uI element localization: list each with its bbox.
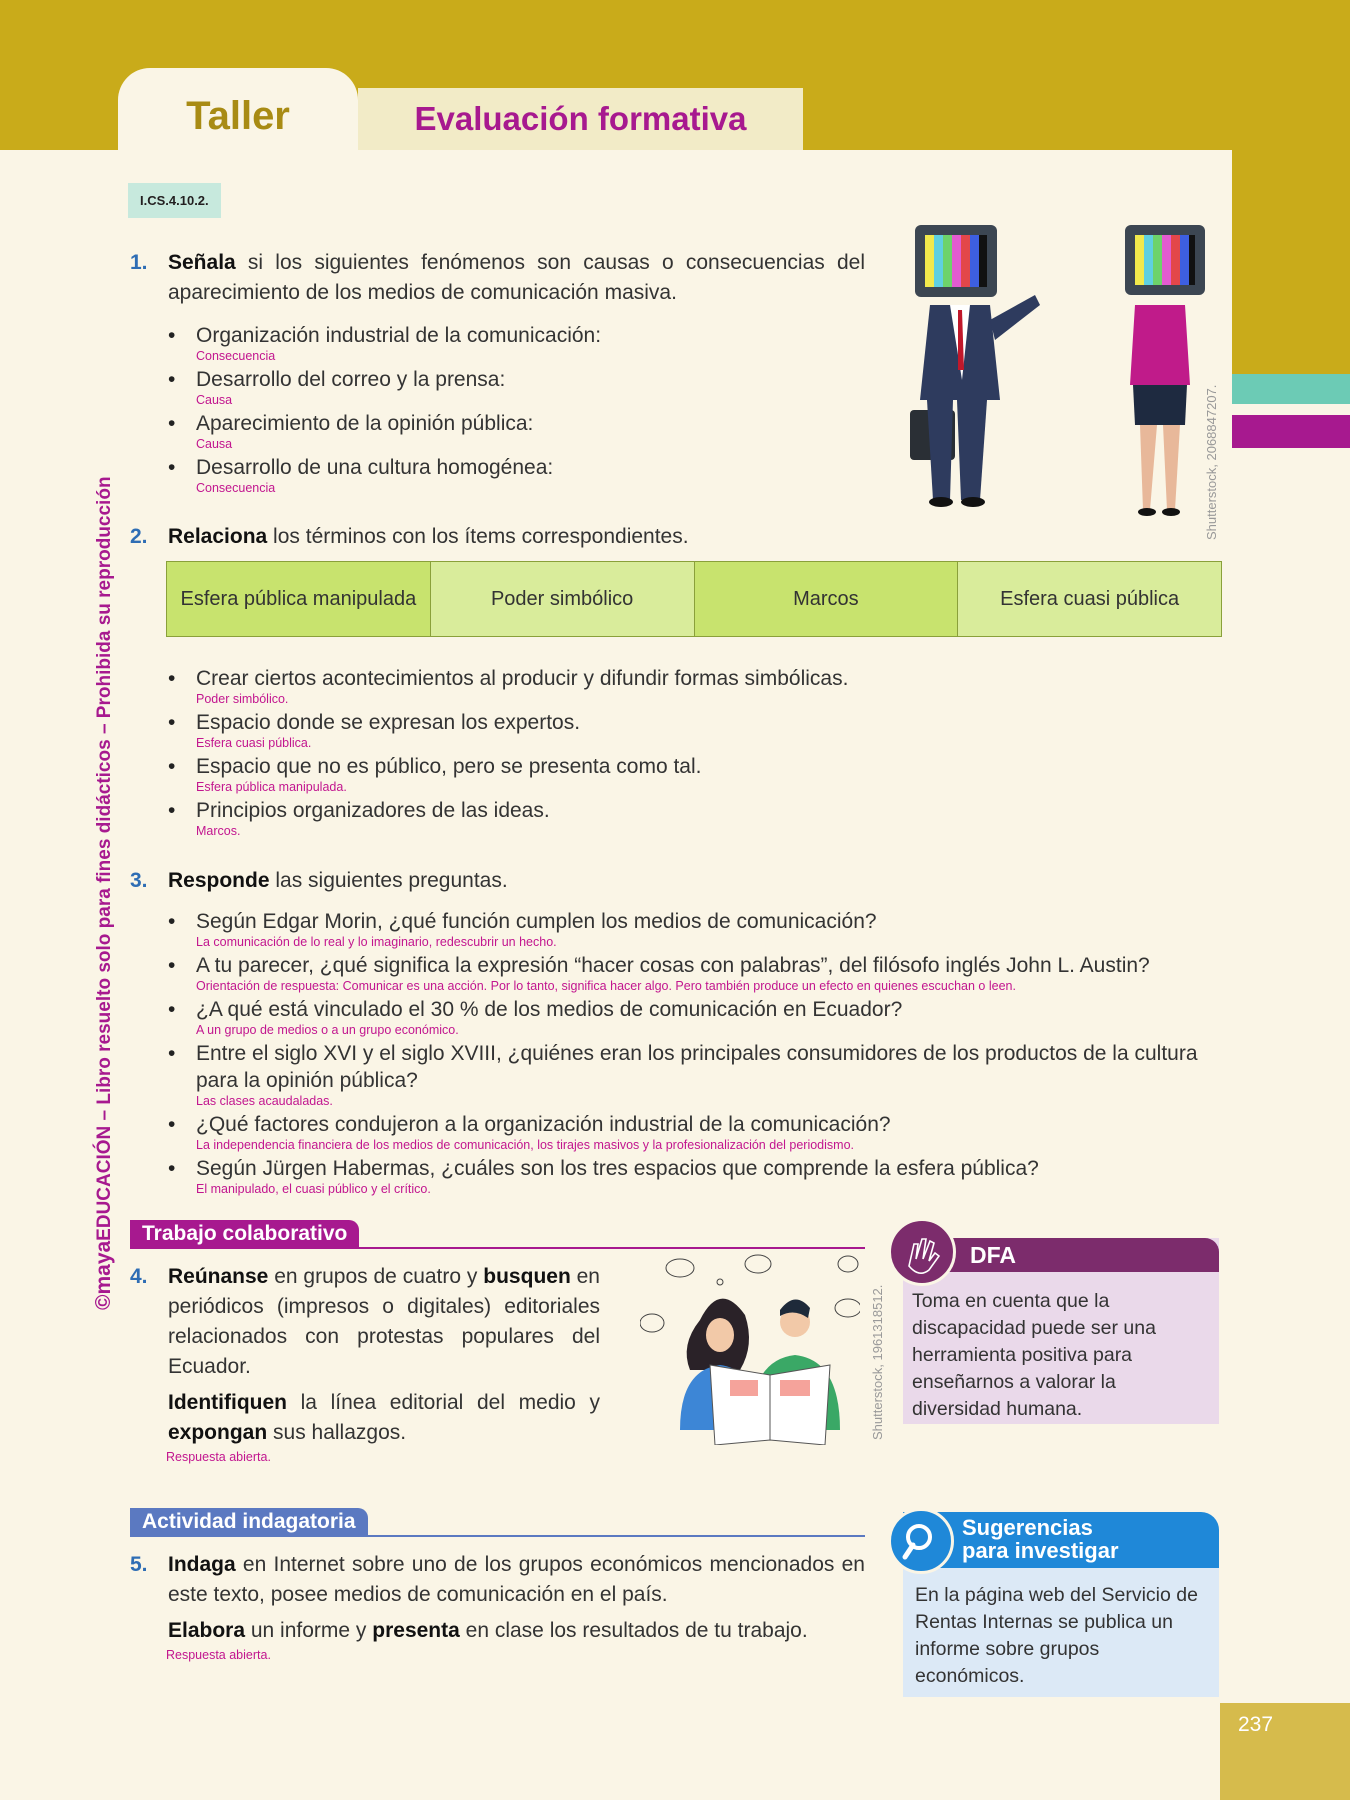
question-verb: Indaga <box>168 1553 236 1576</box>
answer-text: Respuesta abierta. <box>166 1450 271 1464</box>
sidebar-copyright <box>92 476 116 1310</box>
list-item <box>168 797 1228 839</box>
answer-text: Marcos. <box>196 824 241 838</box>
page-number-box <box>1220 1703 1350 1800</box>
answer-text: A un grupo de medios o a un grupo económico. <box>196 1023 459 1037</box>
question-verb: expongan <box>168 1421 268 1444</box>
item-text: Según Edgar Morin, ¿qué función cumplen los medios de comunicación? <box>196 910 877 933</box>
term-cell: Marcos <box>695 562 959 636</box>
tab-taller-label: Taller <box>186 94 290 138</box>
sugerencias-title-line: Sugerencias <box>962 1515 1093 1540</box>
answer-text: Consecuencia <box>196 481 276 495</box>
item-text: Entre el siglo XVI y el siglo XVIII, ¿quiénes eran los principales consumidores de los productos de la cultura para la opinión pública? <box>196 1042 1198 1092</box>
list-item <box>168 1155 1230 1197</box>
tab-evaluacion <box>358 88 803 150</box>
answer-text: Causa <box>196 393 233 407</box>
question-verb: presenta <box>372 1619 460 1642</box>
question-text: sus hallazgos. <box>267 1421 407 1444</box>
right-band <box>1232 150 1350 385</box>
term-cell: Poder simbólico <box>431 562 695 636</box>
sign-language-hands-icon <box>888 1218 956 1286</box>
question-verb: Identifiquen <box>168 1391 287 1414</box>
answer-text: Esfera pública manipulada. <box>196 780 347 794</box>
newspaper-readers-illustration <box>640 1250 860 1445</box>
question-text: la línea editorial del medio y <box>287 1391 600 1414</box>
question-verb: Elabora <box>168 1619 246 1642</box>
item-text: Espacio que no es público, pero se presenta como tal. <box>196 755 702 778</box>
page-number: 237 <box>1238 1713 1274 1736</box>
image-credit: Shutterstock, 1961318512. <box>870 1284 885 1440</box>
question-verb: busquen <box>483 1265 571 1288</box>
sugerencias-title-line: para investigar <box>962 1538 1119 1563</box>
item-text: ¿A qué está vinculado el 30 % de los medios de comunicación en Ecuador? <box>196 998 903 1021</box>
list-item <box>168 665 1228 707</box>
answer-text: La independencia financiera de los medios de comunicación, los tirajes masivos y la profesionalización del periodismo. <box>196 1138 855 1152</box>
terms-table <box>166 561 1222 637</box>
term-cell: Esfera cuasi pública <box>958 562 1221 636</box>
question-text: en grupos de cuatro y <box>268 1265 484 1288</box>
question-text: en Internet sobre uno de los grupos económicos mencionados en este texto, posee medios de comunicación en el país. <box>168 1553 865 1606</box>
section-trabajo-colaborativo: Trabajo colaborativo <box>130 1220 359 1248</box>
magenta-stripe <box>1232 415 1350 448</box>
question-verb: Relaciona <box>168 525 268 548</box>
answer-text: Causa <box>196 437 233 451</box>
list-item <box>168 1040 1230 1109</box>
q1-list <box>168 322 865 496</box>
answer-text: Respuesta abierta. <box>166 1648 271 1662</box>
question-text: en periódicos (impresos o digitales) editoriales relacionados con protestas populares del Ecuador. <box>168 1265 600 1378</box>
dfa-title: DFA <box>970 1242 1016 1268</box>
question-4 <box>130 1262 600 1467</box>
answer-text: El manipulado, el cuasi público y el crítico. <box>196 1182 431 1196</box>
question-2-items <box>168 665 1228 841</box>
question-text: en clase los resultados de tu trabajo. <box>459 1619 808 1642</box>
section-divider <box>130 1535 865 1537</box>
list-item <box>168 410 865 452</box>
answer-text: Orientación de respuesta: Comunicar es una acción. Por lo tanto, significa hacer algo. Pero también produce un efecto en quienes escuchan o leen. <box>196 979 1016 993</box>
list-item <box>168 366 865 408</box>
question-text: un informe y <box>245 1619 373 1642</box>
item-text: Según Jürgen Habermas, ¿cuáles son los tres espacios que comprende la esfera pública? <box>196 1157 1039 1180</box>
item-text: Desarrollo de una cultura homogénea: <box>196 456 554 479</box>
question-3 <box>130 866 1230 1199</box>
question-number: 3. <box>130 869 148 892</box>
question-text: si los siguientes fenómenos son causas o consecuencias del aparecimiento de los medios de comunicación masiva. <box>168 251 865 304</box>
maya-logo: ©maya <box>92 1240 115 1310</box>
item-text: A tu parecer, ¿qué significa la expresión “hacer cosas con palabras”, del filósofo inglés John L. Austin? <box>196 954 1150 977</box>
question-text: los términos con los ítems correspondientes. <box>267 525 689 548</box>
list-item <box>168 322 865 364</box>
question-number: 4. <box>130 1265 148 1288</box>
sugerencias-text: En la página web del Servicio de Rentas Internas se publica un informe sobre grupos económicos. <box>915 1584 1198 1687</box>
answer-text: Poder simbólico. <box>196 692 289 706</box>
tab-evaluacion-label: Evaluación formativa <box>414 100 747 137</box>
magnifier-icon <box>888 1508 954 1574</box>
question-text: las siguientes preguntas. <box>269 869 508 892</box>
question-5 <box>130 1550 865 1665</box>
list-item <box>168 908 1230 950</box>
section-actividad-indagatoria: Actividad indagatoria <box>130 1508 368 1536</box>
list-item <box>168 753 1228 795</box>
question-1 <box>130 248 865 498</box>
list-item <box>168 952 1230 994</box>
answer-text: Las clases acaudaladas. <box>196 1094 333 1108</box>
tab-taller <box>118 68 358 158</box>
image-credit: Shutterstock, 2068847207. <box>1204 384 1219 540</box>
sidebar-copyright-text: EDUCACIÓN – Libro resuelto solo para fines didácticos – Prohibida su reproducción <box>94 476 115 1241</box>
teal-stripe <box>1232 374 1350 404</box>
item-text: Desarrollo del correo y la prensa: <box>196 368 506 391</box>
section-divider <box>130 1247 865 1249</box>
question-2-stem <box>130 522 689 552</box>
item-text: Organización industrial de la comunicación: <box>196 324 602 347</box>
q2-list <box>168 665 1228 839</box>
item-text: Crear ciertos acontecimientos al producir y difundir formas simbólicas. <box>196 667 849 690</box>
question-number: 1. <box>130 251 148 274</box>
list-item <box>168 454 865 496</box>
man-figure <box>910 225 1040 507</box>
dfa-text: Toma en cuenta que la discapacidad puede ser una herramienta positiva para enseñarnos a valorar la diversidad humana. <box>912 1290 1156 1420</box>
list-item <box>168 1111 1230 1153</box>
list-item <box>168 996 1230 1038</box>
indicator-code: I.CS.4.10.2. <box>128 183 221 218</box>
tv-head-people-illustration <box>895 210 1230 545</box>
answer-text: La comunicación de lo real y lo imaginario, redescubrir un hecho. <box>196 935 557 949</box>
woman-figure <box>1125 225 1205 516</box>
item-text: Espacio donde se expresan los expertos. <box>196 711 581 734</box>
q3-list <box>168 908 1230 1197</box>
item-text: Principios organizadores de las ideas. <box>196 799 550 822</box>
answer-text: Consecuencia <box>196 349 276 363</box>
term-cell: Esfera pública manipulada <box>167 562 431 636</box>
question-verb: Responde <box>168 869 270 892</box>
list-item <box>168 709 1228 751</box>
item-text: Aparecimiento de la opinión pública: <box>196 412 534 435</box>
answer-text: Esfera cuasi pública. <box>196 736 312 750</box>
question-verb: Señala <box>168 251 236 274</box>
question-number: 2. <box>130 525 148 548</box>
question-verb: Reúnanse <box>168 1265 269 1288</box>
item-text: ¿Qué factores condujeron a la organización industrial de la comunicación? <box>196 1113 891 1136</box>
question-number: 5. <box>130 1553 148 1576</box>
sugerencias-title <box>962 1516 1119 1562</box>
